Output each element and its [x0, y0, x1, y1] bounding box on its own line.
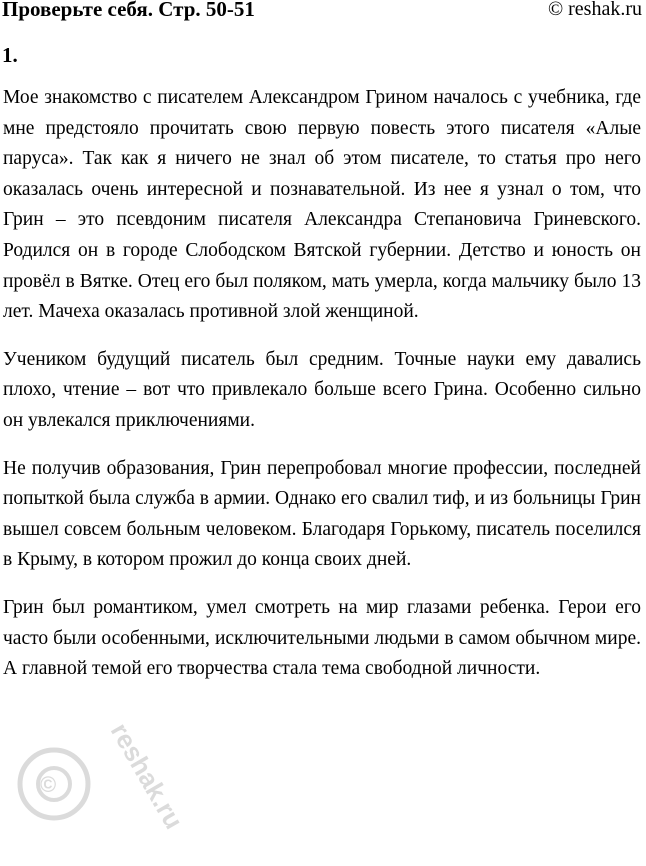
site-brand: © reshak.ru — [547, 0, 642, 20]
paragraph-4: Грин был романтиком, умел смотреть на мир глазами ребенка. Герои его часто были особенными, исключительными людьми в самом обычном мире. А главной темой его творчества стала тема свободной личности. — [3, 596, 641, 680]
task-number: 1. — [2, 43, 18, 67]
page-title: Проверьте себя. Стр. 50-51 — [2, 0, 255, 21]
answer-text — [3, 83, 641, 702]
svg-text:reshak.ru: reshak.ru — [104, 717, 190, 835]
page-header — [2, 0, 642, 24]
paragraph-3: Не получив образования, Грин перепробовал многие профессии, последней попыткой была служба в армии. Однако его свалил тиф, и из больницы Грин вышел совсем больным человеком. Благодаря Горькому, писатель поселился в Крыму, в котором прожил до конца своих дней. — [3, 457, 641, 571]
paragraph-2: Учеником будущий писатель был средним. Точные науки ему давались плохо, чтение – вот что привлекало больше всего Грина. Особенно сильно он увлекался приключениями. — [3, 348, 641, 431]
svg-text:©: © — [40, 772, 57, 797]
paragraph-1: Мое знакомство с писателем Александром Грином началось с учебника, где мне предстояло прочитать свою первую повесть этого писателя «Алые паруса». Так как я ничего не знал об этом писателе, то статья про него оказалась очень интересной и познавательной. Из нее я узнал о том, что Грин – это псевдоним писателя Александра Степановича Гриневского. Родился он в городе Слободском Вятской губернии. Детство и юность он провёл в Вятке. Отец его был поляком, мать умерла, когда мальчику было 13 лет. Мачеха оказалась противной злой женщиной. — [3, 87, 641, 323]
reshak-watermark-logo — [4, 692, 190, 852]
